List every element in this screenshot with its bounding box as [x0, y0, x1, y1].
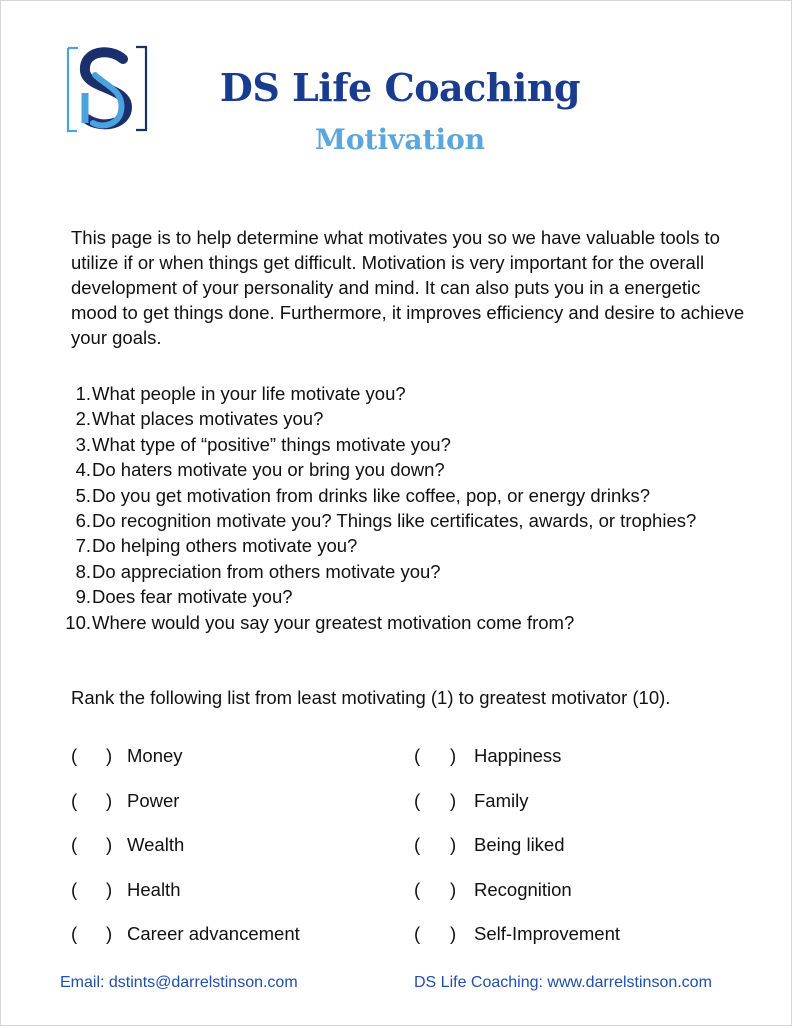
question-text: What type of “positive” things motivate you?: [92, 433, 451, 455]
ranking-item-label: Family: [474, 790, 529, 811]
question-number: 7.: [75, 535, 91, 557]
question-item: [55, 457, 775, 482]
intro-paragraph: This page is to help determine what motivates you so we have valuable tools to utilize if or when things get difficult. Motivation is very important for the overall development of your personality and mind. It can also puts you in a energetic mood to get things done. Furthermore, it improves efficiency and desire to achieve your goals.: [71, 227, 745, 348]
ranking-item-label: Career advancement: [127, 923, 300, 944]
rank-blank-close-paren: ): [450, 879, 457, 900]
rank-blank-close-paren: ): [450, 923, 457, 944]
rank-blank-open-paren: (: [71, 745, 78, 766]
question-item: [55, 508, 775, 533]
ranking-item: [1, 923, 794, 945]
question-number: 10.: [65, 611, 91, 633]
rank-blank-open-paren: (: [71, 790, 78, 811]
question-item: [55, 381, 775, 406]
ranking-item: [1, 879, 794, 901]
question-text: Do recognition motivate you? Things like certificates, awards, or trophies?: [92, 510, 697, 532]
ranking-instruction: Rank the following list from least motivating (1) to greatest motivator (10).: [71, 687, 671, 708]
rank-blank-open-paren: (: [414, 745, 421, 766]
question-item: [55, 483, 775, 508]
rank-blank-open-paren: (: [414, 834, 421, 855]
question-number: 4.: [75, 459, 91, 481]
rank-blank-open-paren: (: [71, 923, 78, 944]
rank-blank-close-paren: ): [450, 834, 457, 855]
rank-blank-close-paren: ): [106, 790, 113, 811]
question-number: 2.: [75, 408, 91, 430]
ranking-item-label: Self-Improvement: [474, 923, 620, 944]
rank-blank-close-paren: ): [450, 745, 457, 766]
ranking-item-label: Being liked: [474, 834, 565, 855]
question-text: What places motivates you?: [92, 408, 324, 430]
question-list: [55, 381, 775, 635]
ranking-item-label: Health: [127, 879, 181, 900]
question-item: [55, 406, 775, 431]
rank-blank-open-paren: (: [71, 834, 78, 855]
question-number: 3.: [75, 433, 91, 455]
question-item: [55, 584, 775, 609]
rank-blank-close-paren: ): [106, 745, 113, 766]
ranking-item: [1, 834, 794, 856]
page-subtitle: Motivation: [314, 123, 486, 156]
question-text: Do helping others motivate you?: [92, 535, 358, 557]
rank-blank-close-paren: ): [106, 923, 113, 944]
question-item: [55, 432, 775, 457]
footer-website: DS Life Coaching: www.darrelstinson.com: [414, 974, 712, 991]
ranking-item-label: Wealth: [127, 834, 185, 855]
page-title: DS Life Coaching: [219, 65, 581, 110]
question-number: 8.: [75, 560, 91, 582]
footer-email: Email: dstints@darrelstinson.com: [60, 974, 298, 991]
question-text: Does fear motivate you?: [92, 586, 293, 608]
ranking-item-label: Money: [127, 745, 183, 766]
rank-blank-close-paren: ): [106, 834, 113, 855]
question-number: 5.: [75, 484, 91, 506]
rank-blank-open-paren: (: [414, 790, 421, 811]
question-item: [55, 533, 775, 558]
question-text: What people in your life motivate you?: [92, 383, 406, 404]
rank-blank-open-paren: (: [71, 879, 78, 900]
rank-blank-open-paren: (: [414, 879, 421, 900]
question-text: Do appreciation from others motivate you?: [92, 560, 441, 582]
question-number: 1.: [75, 383, 91, 404]
question-item: [55, 559, 775, 584]
question-number: 9.: [75, 586, 91, 608]
question-number: 6.: [75, 510, 91, 532]
question-text: Do you get motivation from drinks like coffee, pop, or energy drinks?: [92, 484, 651, 506]
ranking-item: [1, 790, 794, 812]
ranking-item-label: Happiness: [474, 745, 562, 766]
question-text: Where would you say your greatest motivation come from?: [92, 611, 575, 633]
rank-blank-close-paren: ): [450, 790, 457, 811]
rank-blank-close-paren: ): [106, 879, 113, 900]
ranking-item-label: Power: [127, 790, 180, 811]
question-text: Do haters motivate you or bring you down?: [92, 459, 445, 481]
question-item: [55, 610, 775, 635]
ranking-item: [1, 745, 794, 767]
rank-blank-open-paren: (: [414, 923, 421, 944]
ranking-item-label: Recognition: [474, 879, 572, 900]
